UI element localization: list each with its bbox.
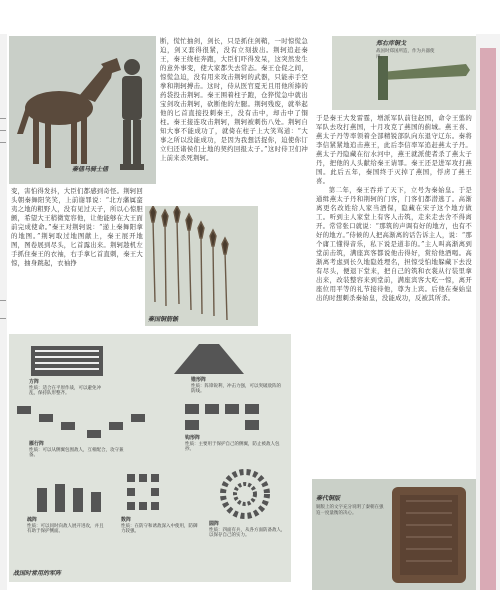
margin-tick — [0, 300, 6, 301]
formation-label-round: 圆阵 性质：四面有兵，从各方面防备敌人，以保存自己的实力。 — [209, 521, 286, 538]
qin-bronze-tablet-illustration — [312, 479, 476, 590]
knife-caption-title: 郑右库铜戈 — [376, 40, 407, 47]
bronze-arrowheads-illustration — [145, 206, 258, 326]
formation-label-cone: 锥形阵 性质：阵锋锐利，冲击力强，可以突破敌阵的防线。 — [191, 377, 281, 394]
text-column-1-top: 断，慌忙抽剑，剑长，只是抓住剑鞘，一时惊慌急迫，剑又套得很紧，没有立刻拔出。荆轲追赶秦王，秦王绕柱奔跑，大臣们吓得发呆，这突然发生的意外事变，使大家都失去常态。秦王仓促之间，惊慌急迫，没有用来攻击荆轲的武器，只能赤手空拳和荆轲搏击。这时，侍从医官夏无且用他所捧的药袋投击荆轲。秦王围着柱子跑，仓猝慌急中就出宝剑攻击荆轲，砍断他的左腿。荆轲残废，就举起他的匕首直接投刺秦王，没有击中，却击中了铜柱。秦王接连攻击荆轲，荆轲被刺伤八处。荆轲自知大事不能成功了，就倚在柱子上大笑骂道：“大事之所以没能成功，是因为我想活捉你，迫使你订立归还诸侯们土地的契约回报太子。”这时侍卫们冲上前来杀死荆轲。 — [160, 37, 308, 162]
formation-label-sparse: 疏阵 性质：可以同时向敌人展开进攻，并且有助于保护侧面。 — [27, 517, 104, 534]
left-margin — [0, 34, 7, 608]
margin-tick — [0, 142, 6, 143]
formation-label-goose: 雁行阵 性质：可以从侧翼包围敌人，互相配合，攻守兼备。 — [29, 441, 124, 458]
formation-label-multi: 数阵 性质：在防守和诱敌深入中使用，防御力较强。 — [121, 517, 198, 534]
arrows-caption: 秦国铜箭镞 — [148, 316, 179, 323]
margin-tick — [0, 318, 6, 319]
knife-caption-text: 战国时郑国所造，作为兵器使用。 — [376, 49, 435, 60]
army-formations-illustration — [9, 334, 291, 582]
margin-tick — [0, 130, 6, 131]
page-bottom-margin — [0, 590, 500, 608]
bronze-dagger-axe-illustration — [332, 36, 476, 110]
text-column-0: 变，害怕得发抖，大臣们都感到奇怪。荆轲回头朝秦舞阳笑笑，上前谢罪说：“北方藩属蛮夷之地的粗野人，没有见过天子，所以心惊胆颤，希望大王稍微宽容他，让他能够在大王面前完成使命。”秦王对荆轲说：“递上秦舞阳拿的地图。”荆轲取过地图献上，秦王展开地图，图卷展到尽头，匕首露出来。荆轲趁机左手抓住秦王的衣袖，右手拿匕首直刺，秦王大惊，抽身跳起，衣袖挣 — [11, 187, 143, 267]
formation-caption: 战国时常用的军阵 — [13, 570, 62, 577]
seal-caption-title: 秦代铜版 — [316, 495, 341, 502]
text-column-2: 于是秦王大发雷霆，增派军队前往赵国，命令王翦的军队去攻打燕国，十月攻克了燕国的蓟城。燕王喜、燕太子丹等率领着全部精锐部队向东退守辽东。秦将李信紧紧地追击燕王，此后李信率军追赶燕太子丹。燕太子丹隐藏在衍水河中，燕王就派使者杀了燕太子丹，把他的人头献给秦王请罪。秦王还是进军攻打燕国。此后五年，秦国终于灭掉了燕国，俘虏了燕王喜。 第二年，秦王吞并了天下，立号为秦始皇。于是通缉燕太子丹和荆轲的门客，门客们都潜逃了。高渐离更名改姓给人家当酒保，隐藏在宋子这个地方做工。听到主人家堂上有客人击筑，走来走去舍不得离开。常常张口就说：“那筑的声调有好的地方，也有不好的地方。”侍候的人把高渐离的话告诉主人，说：“那个庸工懂得音乐，私下说是道非的。”主人叫高渐离到堂前击筑，满座宾客都说他击得好，赏给他酒喝。高渐离考虑到长久地隐姓埋名，担惊受怕地躲藏下去没有尽头，便退下堂来，把自己的筑和衣裳从行装里拿出来，改装整容来到堂前，满座宾客大吃一惊，离开座位用平等的礼节接待他，尊为上宾。后他在秦始皇出的时想刺杀秦始皇，没能成功，反被其所杀。 — [316, 114, 472, 302]
formation-label-hook: 钩形阵 性质：主要用于保护自己的侧翼，防止被敌人包抄。 — [185, 435, 280, 452]
right-decorative-band — [476, 34, 500, 608]
page-top-margin — [0, 0, 500, 34]
formation-label-square: 方阵 性质：适合在平原作战，可以避免冲乱，保持队形整齐。 — [29, 379, 101, 396]
seal-caption-text: 铜版上的文字充分说明了秦朝在强迫一度量衡的决心。 — [316, 505, 384, 516]
margin-tick — [0, 118, 6, 119]
horse-caption: 秦俑马骑士俑 — [72, 166, 109, 173]
terracotta-horse-illustration — [9, 36, 156, 184]
